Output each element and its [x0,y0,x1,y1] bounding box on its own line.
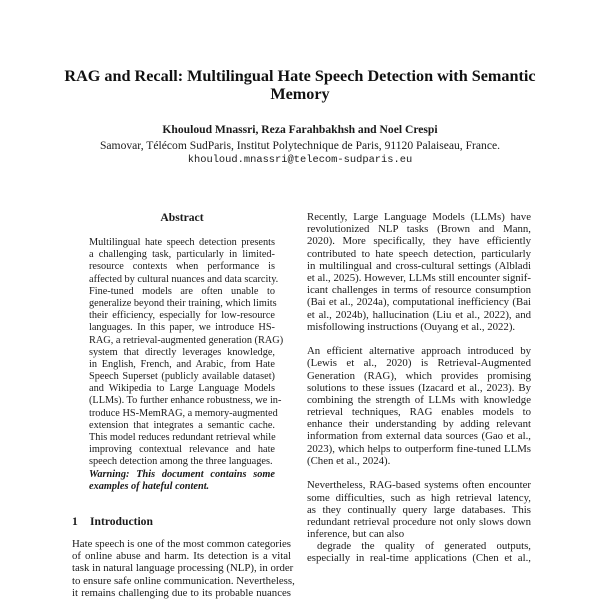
body-line: Hate speech is one of the most common categories [72,538,291,550]
title-line: Memory [270,85,330,103]
body-line: it remains challenging due to its probable nuances [72,586,291,599]
body-line: revolutionized NLP tasks (Brown and Mann, [307,223,531,236]
abstract-line: affected by cultural nuances and data scarcity. [89,273,279,285]
body-line: retrieval techniques, RAG enables models to [307,406,531,419]
content-warning: Warning: This document contains some [89,468,275,480]
body-line: et al., 2024b), hallucination (Liu et al., 2022), and [307,308,531,321]
body-line: combining the strength of LLMs with knowledge [307,393,531,406]
body-line: Nevertheless, RAG-based systems often encounter [307,479,531,492]
author-list: Khouloud Mnassri, Reza Farahbakhsh and Noel Crespi [162,123,438,136]
paragraph-continuation [307,540,531,564]
body-line: 2023), which helps to outperform fine-tuned LLMs [307,442,531,455]
abstract-heading: Abstract [160,211,204,224]
abstract-line: resource contexts when performance is [89,261,275,273]
right-column [307,211,531,565]
body-line: (Chen et al., 2024). [307,454,391,467]
body-line: as they continually query large databases. This [307,503,531,516]
section-number: 1 [72,515,78,528]
body-line: of online abuse and harm. Its detection is a vital [72,550,291,563]
section-title: Introduction [90,515,153,528]
abstract-line: Multilingual hate speech detection presents [89,237,275,248]
body-line: degrade the quality of generated outputs, [317,540,531,553]
paragraph-rag [307,345,531,467]
title-line: RAG and Recall: Multilingual Hate Speech Detection with Semantic [64,67,536,85]
abstract-line: and Wikipedia to Large Language Models [89,383,275,395]
abstract-line: system that directly leverages knowledge, [89,346,275,358]
body-line: misfollowing instructions (Ouyang et al., 2022). [307,320,516,333]
body-line: et al., 2025). However, LLMs still encounter signif- [307,271,531,284]
abstract-line: RAG, a retrieval-augmented generation (RAG) [89,334,284,346]
introduction-body [72,538,295,599]
content-warning: examples of hateful content. [89,480,210,492]
body-line: (Bai et al., 2024a), computational inefficiency (Bai [307,296,531,309]
abstract-line: in English, French, and Arabic, from Hate [89,358,275,370]
abstract-line: languages. In this paper, we introduce HS- [89,322,275,334]
abstract-line: Fine-tuned models are often unable to [89,285,275,297]
paragraph-rag-limitations [307,479,531,540]
affiliation: Samovar, Télécom SudParis, Institut Polytechnique de Paris, 91120 Palaiseau, France. [99,139,501,152]
body-line: An efficient alternative approach introduced by [307,345,531,358]
body-line: enhance their understanding by adding relevant [307,418,531,431]
body-line: some difficulties, such as high retrieval latency, [307,491,531,504]
body-line: especially in real-time applications (Chen et al., [307,552,531,565]
body-line: information from external data sources (Gao et al., [307,430,531,443]
abstract-line: their efficiency, especially for low-resource [89,310,275,322]
body-line: (Lewis et al., 2020) is Retrieval-Augmented [307,357,531,370]
body-line: solutions to these issues (Izacard et al., 2023). By [307,381,531,394]
paragraph-llms [307,211,531,333]
section-heading-introduction [72,515,291,529]
body-line: Recently, Large Language Models (LLMs) have [307,211,531,223]
body-line: redundant retrieval procedure not only slows down [307,515,531,528]
abstract-body [89,237,284,493]
abstract-line: a challenging task, particularly in limited- [89,249,275,261]
body-line: Generation (RAG), which provides promising [307,369,531,382]
author-email[interactable]: khouloud.mnassri@telecom-sudparis.eu [187,154,413,166]
abstract-line: This model reduces redundant retrieval while [89,432,276,443]
body-line: in multilingual and cross-cultural settings (Albladi [307,259,531,272]
abstract-line: Speech Superset (publicly available dataset) [89,371,275,383]
body-line: to ensure safe online communication. Nevertheless, [72,574,295,587]
abstract-line: troduce HS-MemRAG, a memory-augmented [89,407,278,419]
abstract-line: extension that integrates a semantic cache. [89,419,275,431]
body-line: icant challenges in terms of resource consumption [307,284,531,297]
abstract-line: (LLMs). To further enhance robustness, we in- [89,395,282,407]
abstract-line: speech detection among the three languages. [89,456,273,468]
body-line: contributed to hate speech detection, particularly [307,247,531,260]
body-line: inference, but can also [307,528,405,541]
abstract-line: improving contextual relevance and hate [89,444,275,456]
body-line: 2020). More specifically, they have efficiently [307,235,531,248]
body-line: task in natural language processing (NLP), in order [72,562,294,575]
abstract-line: generalize beyond their training, which limits [89,297,277,309]
paper-title [60,67,540,103]
